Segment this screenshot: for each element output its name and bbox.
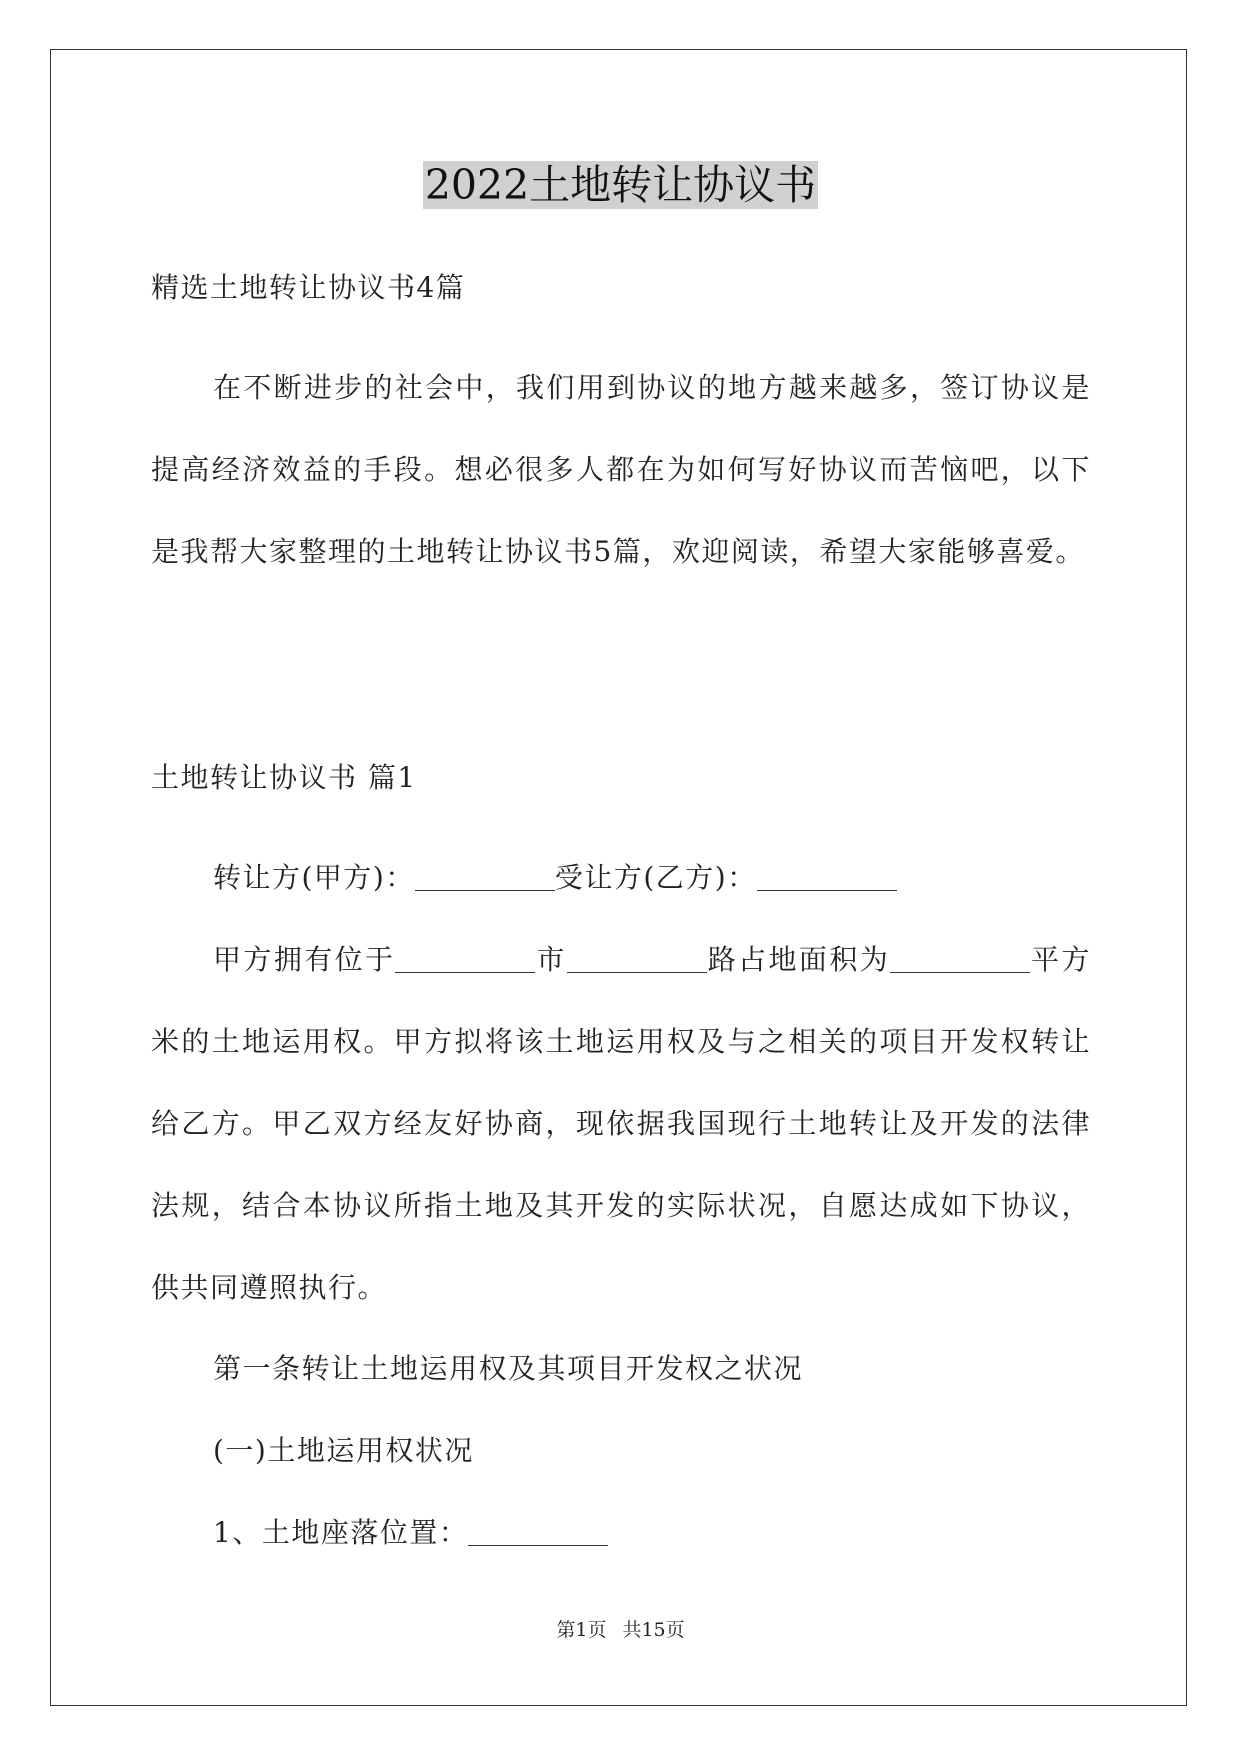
land-text-1: 甲方拥有位于 <box>213 943 396 976</box>
land-text-4: 平方米的土地运用权。甲方拟将该土地运用权及与之相关的项目开发权转让给乙方。甲乙双方经友好协商，现依据我国现行土地转让及开发的法律法规，结合本协议所指土地及其开发的实际状况，自愿达成如下协议，供共同遵照执行。 <box>151 943 1091 1304</box>
transferee-blank <box>757 860 897 891</box>
intro-paragraph: 在不断进步的社会中，我们用到协议的地方越来越多，签订协议是提高经济效益的手段。想必很多人都在为如何写好协议而苦恼吧，以下是我帮大家整理的土地转让协议书5篇，欢迎阅读，希望大家能够喜爱。 <box>151 371 1091 568</box>
city-blank <box>395 942 535 973</box>
section-title: 土地转让协议书 篇1 <box>151 761 417 794</box>
sub-heading-1: (一)土地运用权状况 <box>213 1434 474 1467</box>
document-title <box>0 157 1241 213</box>
document-subtitle: 精选土地转让协议书4篇 <box>151 271 466 304</box>
land-paragraph <box>151 919 1091 1329</box>
article-1-heading: 第一条转让土地运用权及其项目开发权之状况 <box>213 1352 804 1385</box>
document-title-text: 2022土地转让协议书 <box>424 161 817 209</box>
transferor-blank <box>415 860 555 891</box>
page-total: 共15页 <box>622 1619 685 1641</box>
location-blank <box>468 1515 608 1546</box>
item-1-label: 1、土地座落位置： <box>213 1516 469 1549</box>
land-text-3: 路占地面积为 <box>706 943 891 976</box>
transferee-label: 受让方(乙方)： <box>554 861 757 894</box>
item-1 <box>151 1492 1091 1574</box>
transferor-label: 转让方(甲方)： <box>213 861 415 894</box>
road-blank <box>567 942 707 973</box>
page-number: 第1页 <box>556 1619 607 1641</box>
land-text-2: 市 <box>535 943 567 976</box>
page-footer <box>0 1615 1241 1642</box>
parties-line <box>151 837 1091 919</box>
area-blank <box>890 942 1030 973</box>
